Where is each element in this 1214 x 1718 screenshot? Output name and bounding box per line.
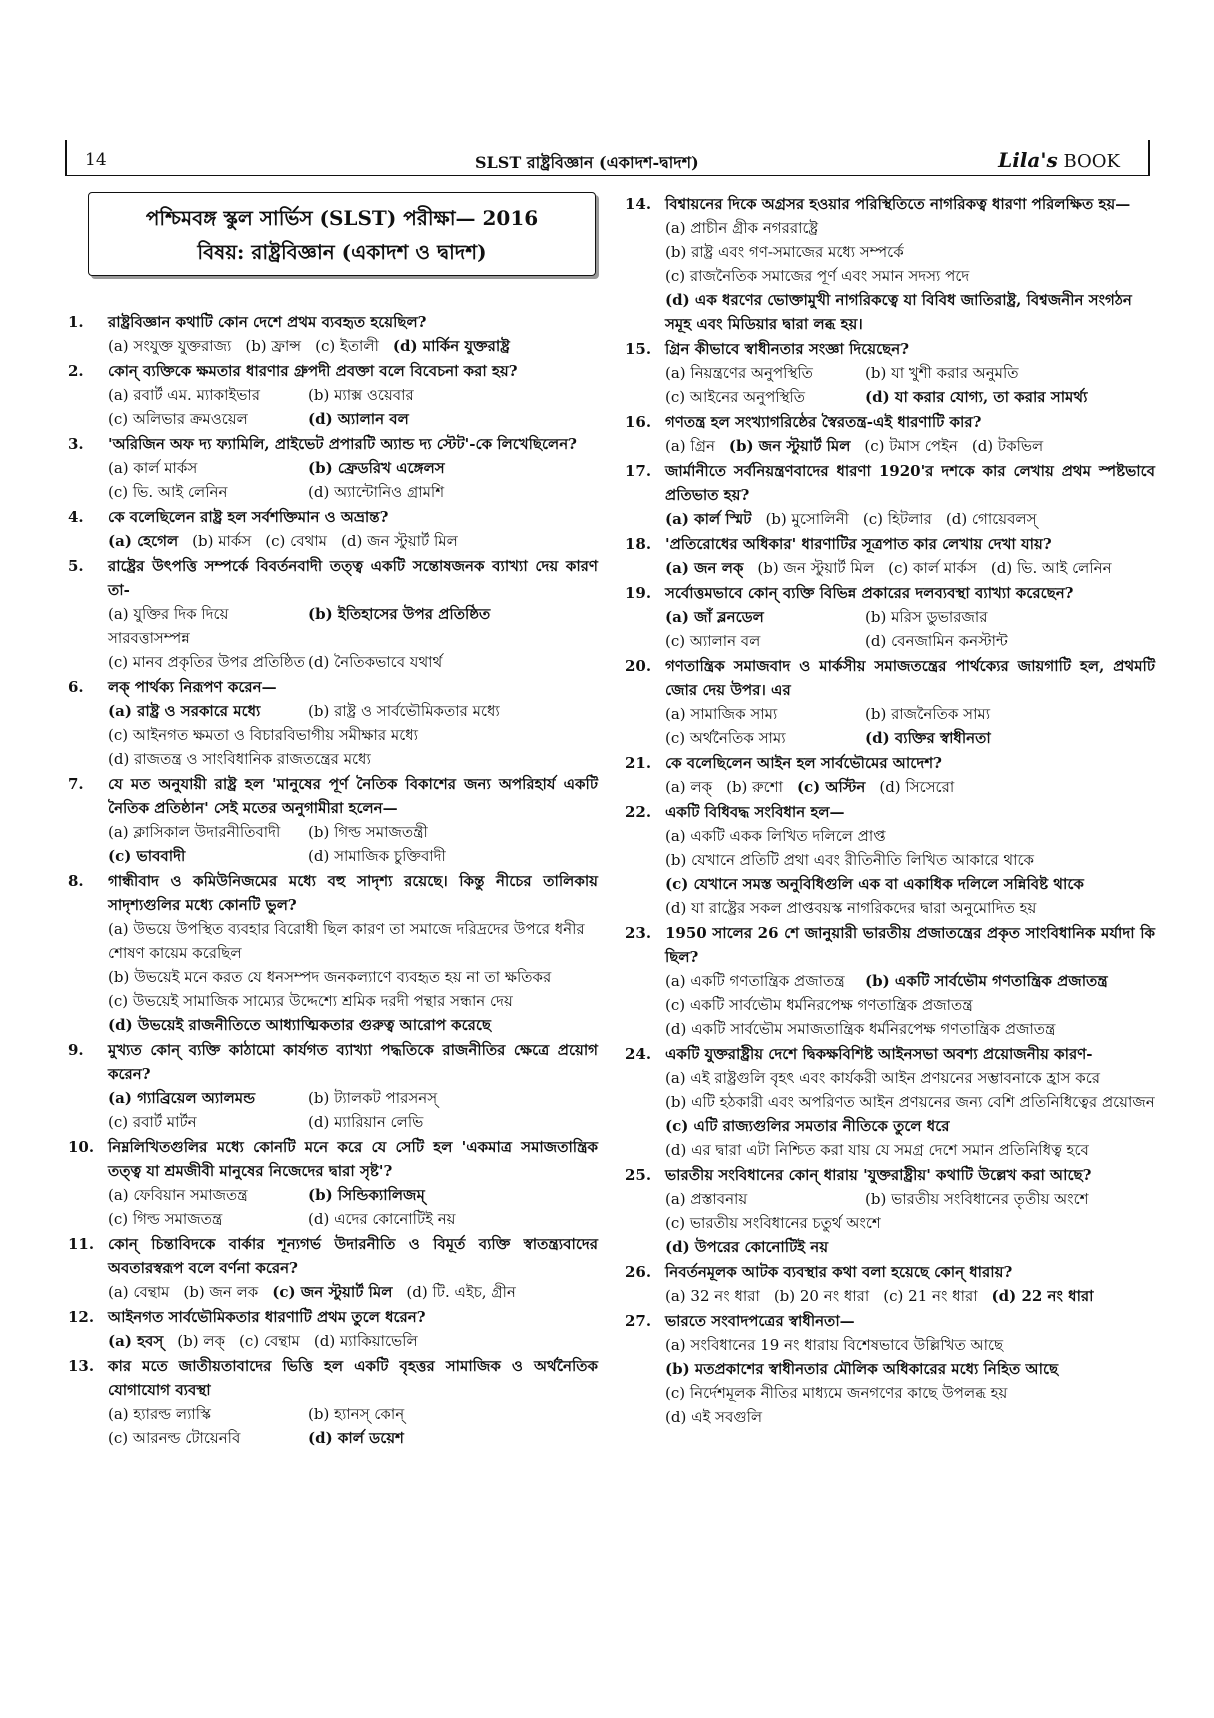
answer-option: (b) মুসোলিনী <box>765 510 849 528</box>
question-number: 25. <box>625 1166 652 1184</box>
option-row <box>665 1235 1155 1259</box>
answer-option: (c) বেথাম <box>265 532 327 550</box>
question-text: কে বলেছিলেন আইন হল সার্বভৌমের আদেশ? <box>665 754 942 772</box>
publisher-logo <box>998 148 1120 172</box>
answer-option: (a) সংযুক্ত যুক্তরাজ্য <box>108 337 232 355</box>
option-row <box>108 602 598 650</box>
option-row <box>108 1183 598 1207</box>
option-row <box>108 917 598 965</box>
question-number: 4. <box>68 508 84 526</box>
correct-answer-option: (d) 22 নং ধারা <box>991 1287 1094 1305</box>
option-row <box>665 507 1155 531</box>
correct-answer-option: (a) জন লক্ <box>665 559 744 577</box>
answer-option: (a) হ্যারল্ড ল্যাস্কি <box>108 1405 211 1423</box>
correct-answer-option: (d) অ্যালান বল <box>308 410 409 428</box>
option-row <box>665 1138 1155 1162</box>
question-item <box>625 1260 1155 1308</box>
answer-option: (b) রাজনৈতিক সাম্য <box>865 705 991 723</box>
question-item <box>68 869 598 1037</box>
correct-answer-option: (b) সিন্ডিক্যালিজম্ <box>308 1186 425 1204</box>
question-item <box>625 921 1155 1041</box>
answer-option: (a) একটি একক লিখিত দলিলে প্রাপ্ত <box>665 827 886 845</box>
question-item <box>68 1135 598 1231</box>
answer-option: (b) রাষ্ট্র এবং গণ-সমাজের মধ্যে সম্পর্কে <box>665 243 904 261</box>
answer-option: (d) যা রাষ্ট্রের সকল প্রাপ্তবয়স্ক নাগরিকদের দ্বারা অনুমোদিত হয় <box>665 899 1037 917</box>
answer-option: (c) অলিভার ক্রমওয়েল <box>108 410 248 428</box>
answer-option: (c) আইনগত ক্ষমতা ও বিচারবিভাগীয় সমীক্ষার মধ্যে <box>108 726 419 744</box>
question-number: 20. <box>625 657 652 675</box>
correct-answer-option: (c) অস্টিন <box>796 778 866 796</box>
answer-option: (c) আইনের অনুপস্থিতি <box>665 388 806 406</box>
question-text: নিবর্তনমূলক আটক ব্যবস্থার কথা বলা হয়েছে কোন্ ধারায়? <box>665 1263 1013 1281</box>
answer-option: (d) টি. এইচ, গ্রীন <box>406 1283 516 1301</box>
question-number: 11. <box>68 1235 95 1253</box>
answer-option: (b) রুশো <box>726 778 783 796</box>
question-number: 23. <box>625 924 652 942</box>
question-text: লক্ পার্থক্য নিরূপণ করেন— <box>108 678 277 696</box>
option-row <box>108 699 598 723</box>
answer-option: (d) সিসেরো <box>879 778 955 796</box>
answer-option: (b) এটি হঠকারী এবং অপরিণত আইন প্রণয়নের জন্য বেশি প্রতিনিধিত্বের প্রয়োজন <box>665 1093 1155 1111</box>
answer-option: (a) এই রাষ্ট্রগুলি বৃহৎ এবং কার্যকরী আইন প্রণয়নের সম্ভাবনাকে হ্রাস করে <box>665 1069 1100 1087</box>
brand-suffix: BOOK <box>1063 151 1120 172</box>
option-row <box>108 1207 598 1231</box>
question-item <box>625 751 1155 799</box>
option-row <box>108 383 598 407</box>
answer-option: (d) জন স্টুয়ার্ট মিল <box>341 532 458 550</box>
correct-answer-option: (c) জন স্টুয়ার্ট মিল <box>272 1283 393 1301</box>
answer-option: (c) ইতালী <box>315 337 379 355</box>
answer-option: (c) হিটলার <box>862 510 932 528</box>
correct-answer-option: (d) এক ধরণের ভোক্তামুখী নাগরিকত্বে যা বিবিধ জাতিরাষ্ট্র, বিশ্বজনীন সংগঠন সমূহ এবং মিডিয়ার দ্বারা লব্ধ হয়। <box>665 291 1132 333</box>
question-number: 5. <box>68 557 84 575</box>
option-row <box>108 407 598 431</box>
question-number: 8. <box>68 872 84 890</box>
correct-answer-option: (a) হবস্ <box>108 1332 164 1350</box>
question-item <box>68 1354 598 1450</box>
correct-answer-option: (a) রাষ্ট্র ও সরকারে মধ্যে <box>108 702 261 720</box>
answer-option: (a) লক্ <box>665 778 713 796</box>
question-text: গণতান্ত্রিক সমাজবাদ ও মার্কসীয় সমাজতন্ত্রের পার্থক্যের জায়গাটি হল, প্রথমটি জোর দেয় উপর। এর <box>665 657 1155 699</box>
option-row <box>665 605 1155 629</box>
question-item <box>625 1163 1155 1259</box>
option-row <box>108 650 598 674</box>
right-column <box>625 192 1155 1430</box>
answer-option: (b) মরিস ডুভারজার <box>865 608 988 626</box>
answer-option: (d) ম্যাকিয়াভেলি <box>313 1332 418 1350</box>
answer-option: (a) বেন্থাম <box>108 1283 170 1301</box>
answer-option: (a) একটি গণতান্ত্রিক প্রজাতন্ত্র <box>665 972 845 990</box>
option-row <box>108 965 598 989</box>
answer-option: (b) জন লক <box>183 1283 259 1301</box>
answer-option: (a) প্রস্তাবনায় <box>665 1190 748 1208</box>
option-row <box>665 1284 1155 1308</box>
question-text: আইনগত সার্বভৌমিকতার ধারণাটি প্রথম তুলে ধরেন? <box>108 1308 426 1326</box>
page-header <box>65 140 1150 176</box>
question-number: 9. <box>68 1041 84 1059</box>
answer-option: (c) গিল্ড সমাজতন্ত্র <box>108 1210 223 1228</box>
question-item <box>625 581 1155 653</box>
question-text: একটি বিধিবদ্ধ সংবিধান হল— <box>665 803 845 821</box>
answer-option: (a) যুক্তির দিক দিয়ে সারবত্তাসম্পন্ন <box>108 605 229 647</box>
answer-option: (b) মার্কস <box>192 532 252 550</box>
answer-option: (c) অ্যালান বল <box>665 632 761 650</box>
question-number: 1. <box>68 313 84 331</box>
correct-answer-option: (a) হেগেল <box>108 532 179 550</box>
answer-option: (a) কার্ল মার্কস <box>108 459 198 477</box>
option-row <box>665 1333 1155 1357</box>
answer-option: (d) টকভিল <box>971 437 1044 455</box>
option-row <box>665 872 1155 896</box>
option-row <box>665 629 1155 653</box>
question-number: 26. <box>625 1263 652 1281</box>
answer-option: (c) নির্দেশমূলক নীতির মাধ্যমে জনগণের কাছে উপলব্ধ হয় <box>665 1384 1008 1402</box>
option-row <box>108 480 598 504</box>
option-row <box>665 848 1155 872</box>
option-row <box>108 820 598 844</box>
question-item <box>625 800 1155 920</box>
answer-option: (a) সামাজিক সাম্য <box>665 705 778 723</box>
question-item <box>68 359 598 431</box>
option-row <box>108 723 598 747</box>
answer-option: (c) রবার্ট মার্টন <box>108 1113 197 1131</box>
question-item <box>625 410 1155 458</box>
question-text: মুখ্যত কোন্ ব্যক্তি কাঠামো কার্যগত ব্যাখ্যা পদ্ধতিকে রাজনীতির ক্ষেত্রে প্রয়োগ করেন? <box>108 1041 598 1083</box>
correct-answer-option: (d) যা করার যোগ্য, তা করার সামর্থ্য <box>865 388 1088 406</box>
answer-option: (d) ম্যারিয়ান লেভি <box>308 1113 424 1131</box>
option-row <box>665 434 1155 458</box>
answer-option: (d) ভি. আই লেনিন <box>990 559 1112 577</box>
option-row <box>665 1357 1155 1381</box>
option-row <box>108 747 598 771</box>
option-row <box>665 969 1155 993</box>
option-row <box>665 1114 1155 1138</box>
question-item <box>625 1309 1155 1429</box>
page-number: 14 <box>85 150 107 170</box>
question-item <box>68 772 598 868</box>
question-text: নিম্নলিখিতগুলির মধ্যে কোনটি মনে করে যে সেটি হল 'একমাত্র সমাজতান্ত্রিক তত্ত্ব যা শ্রমজীবী মানুষের নিজেদের দ্বারা সৃষ্ট'? <box>108 1138 598 1180</box>
answer-option: (b) ম্যাক্স ওয়েবার <box>308 386 414 404</box>
correct-answer-option: (d) ব্যক্তির স্বাধীনতা <box>865 729 991 747</box>
question-text: কার মতে জাতীয়তাবাদের ভিত্তি হল একটি বৃহত্তর সামাজিক ও অর্থনৈতিক যোগাযোগ ব্যবস্থা <box>108 1357 598 1399</box>
answer-option: (d) এই সবগুলি <box>665 1408 763 1426</box>
option-row <box>665 288 1155 336</box>
answer-option: (a) ক্লাসিকাল উদারনীতিবাদী <box>108 823 281 841</box>
question-item <box>68 432 598 504</box>
option-row <box>108 1402 598 1426</box>
correct-answer-option: (a) গ্যাব্রিয়েল অ্যালমন্ড <box>108 1089 256 1107</box>
answer-option: (c) ভি. আই লেনিন <box>108 483 228 501</box>
option-row <box>665 1381 1155 1405</box>
answer-option: (c) আরনল্ড টোয়েনবি <box>108 1429 241 1447</box>
question-number: 2. <box>68 362 84 380</box>
question-text: কে বলেছিলেন রাষ্ট্র হল সর্বশক্তিমান ও অভ্রান্ত? <box>108 508 389 526</box>
question-text: ভারতে সংবাদপত্রের স্বাধীনতা— <box>665 1312 855 1330</box>
answer-option: (d) অ্যান্টোনিও গ্রামশি <box>308 483 445 501</box>
question-text: ভারতীয় সংবিধানের কোন্ ধারায় 'যুক্তরাষ্ট্রীয়' কথাটি উল্লেখ করা আছে? <box>665 1166 1092 1184</box>
question-number: 19. <box>625 584 652 602</box>
brand-name: Lila's <box>998 148 1058 172</box>
question-item <box>625 654 1155 750</box>
answer-option: (a) ফেবিয়ান সমাজতন্ত্র <box>108 1186 248 1204</box>
question-text: গণতন্ত্র হল সংখ্যাগরিষ্ঠের স্বৈরতন্ত্র-এই ধারণাটি কার? <box>665 413 982 431</box>
answer-option: (c) রাজনৈতিক সমাজের পূর্ণ এবং সমান সদস্য পদে <box>665 267 970 285</box>
option-row <box>665 361 1155 385</box>
answer-option: (d) একটি সার্বভৌম সমাজতান্ত্রিক ধর্মনিরপেক্ষ গণতান্ত্রিক প্রজাতন্ত্র <box>665 1020 1056 1038</box>
question-item <box>68 1305 598 1353</box>
answer-option: (a) গ্রিন <box>665 437 715 455</box>
correct-answer-option: (b) একটি সার্বভৌম গণতান্ত্রিক প্রজাতন্ত্র <box>865 972 1108 990</box>
answer-option: (b) 20 নং ধারা <box>773 1287 870 1305</box>
correct-answer-option: (b) জন স্টুয়ার্ট মিল <box>728 437 851 455</box>
answer-option: (b) যা খুশী করার অনুমতি <box>865 364 1019 382</box>
answer-option: (c) টমাস পেইন <box>864 437 958 455</box>
answer-option: (a) সংবিধানের 19 নং ধারায় বিশেষভাবে উল্লিখিত আছে <box>665 1336 1004 1354</box>
answer-option: (d) এদের কোনোটিই নয় <box>308 1210 456 1228</box>
answer-option: (b) গিল্ড সমাজতন্ত্রী <box>308 823 428 841</box>
answer-option: (b) রাষ্ট্র ও সার্বভৌমিকতার মধ্যে <box>308 702 500 720</box>
question-item <box>625 1042 1155 1162</box>
running-title: SLST রাষ্ট্রবিজ্ঞান (একাদশ-দ্বাদশ) <box>475 153 699 172</box>
answer-option: (d) সামাজিক চুক্তিবাদী <box>308 847 446 865</box>
exam-title: পশ্চিমবঙ্গ স্কুল সার্ভিস (SLST) পরীক্ষা— 2016 <box>145 206 539 230</box>
answer-option: (d) বেনজামিন কনস্টান্ট <box>865 632 1008 650</box>
option-row <box>108 844 598 868</box>
question-text: 1950 সালের 26 শে জানুয়ারী ভারতীয় প্রজাতন্ত্রের প্রকৃত সাংবিধানিক মর্যাদা কি ছিল? <box>665 924 1155 966</box>
question-text: গ্রিন কীভাবে স্বাধীনতার সংজ্ঞা দিয়েছেন? <box>665 340 910 358</box>
answer-option: (d) গোয়েবলস্ <box>945 510 1037 528</box>
answer-option: (a) 32 নং ধারা <box>665 1287 760 1305</box>
answer-option: (b) উভয়েই মনে করত যে ধনসম্পদ জনকল্যাণে ব্যবহৃত হয় না তা ক্ষতিকর <box>108 968 552 986</box>
correct-answer-option: (b) মতপ্রকাশের স্বাধীনতার মৌলিক অধিকারের মধ্যে নিহিত আছে <box>665 1360 1059 1378</box>
correct-answer-option: (b) ইতিহাসের উপর প্রতিষ্ঠিত <box>308 605 491 623</box>
question-text: রাষ্ট্রের উৎপত্তি সম্পর্কে বিবর্তনবাদী তত্ত্ব একটি সন্তোষজনক ব্যাখ্যা দেয় কারণ তা- <box>108 557 598 599</box>
question-item <box>68 505 598 553</box>
question-text: বিশ্বায়নের দিকে অগ্রসর হওয়ার পরিস্থিতিতে নাগরিকত্ব ধারণা পরিলক্ষিত হয়— <box>665 195 1131 213</box>
question-number: 16. <box>625 413 652 431</box>
option-row <box>665 993 1155 1017</box>
answer-option: (c) একটি সার্বভৌম ধর্মনিরপেক্ষ গণতান্ত্রিক প্রজাতন্ত্র <box>665 996 973 1014</box>
option-row <box>108 1426 598 1450</box>
header-left-rule <box>65 140 67 176</box>
answer-option: (b) লক্ <box>177 1332 226 1350</box>
answer-option: (c) ভারতীয় সংবিধানের চতুর্থ অংশে <box>665 1214 881 1232</box>
answer-option: (c) কার্ল মার্কস <box>888 559 977 577</box>
option-row <box>665 1090 1155 1114</box>
question-text: কোন্ ব্যক্তিকে ক্ষমতার ধারণার গ্রুপদী প্রবক্তা বলে বিবেচনা করা হয়? <box>108 362 518 380</box>
question-item <box>68 554 598 674</box>
option-row <box>665 1017 1155 1041</box>
question-text: কোন্ চিন্তাবিদকে বার্কার শূন্যগর্ভ উদারনীতি ও বিমূর্ত ব্যক্তি স্বাতন্ত্র্যবাদের অবতারস্বরূপ বলে বর্ণনা করেন? <box>108 1235 598 1277</box>
question-number: 3. <box>68 435 84 453</box>
answer-option: (b) ভারতীয় সংবিধানের তৃতীয় অংশে <box>865 1190 1089 1208</box>
correct-answer-option: (d) উভয়েই রাজনীতিতে আধ্যাত্মিকতার গুরুত্ব আরোপ করেছে <box>108 1016 492 1034</box>
question-item <box>625 532 1155 580</box>
answer-option: (c) অর্থনৈতিক সাম্য <box>665 729 786 747</box>
correct-answer-option: (d) মার্কিন যুক্তরাষ্ট্র <box>392 337 510 355</box>
question-item <box>68 1232 598 1304</box>
answer-option: (c) 21 নং ধারা <box>883 1287 978 1305</box>
option-row <box>108 989 598 1013</box>
question-item <box>625 337 1155 409</box>
answer-option: (c) মানব প্রকৃতির উপর প্রতিষ্ঠিত <box>108 653 305 671</box>
question-number: 10. <box>68 1138 95 1156</box>
answer-option: (d) এর দ্বারা এটা নিশ্চিত করা যায় যে সমগ্র দেশে সমান প্রতিনিধিত্ব হবে <box>665 1141 1089 1159</box>
question-number: 13. <box>68 1357 95 1375</box>
answer-option: (b) ফ্রান্স <box>245 337 302 355</box>
answer-option: (a) উভয়ে উপস্থিত ব্যবহার বিরোধী ছিল কারণ তা সমাজে দরিদ্রদের উপরে ধনীর শোষণ কায়েম করেছিল <box>108 920 585 962</box>
question-number: 18. <box>625 535 652 553</box>
option-row <box>665 240 1155 264</box>
option-row <box>665 1211 1155 1235</box>
option-row <box>665 702 1155 726</box>
question-text: সর্বোত্তমভাবে কোন্ ব্যক্তি বিভিন্ন প্রকারের দলব্যবস্থা ব্যাখ্যা করেছেন? <box>665 584 1074 602</box>
option-row <box>665 775 1155 799</box>
option-row <box>108 334 598 358</box>
option-row <box>108 456 598 480</box>
answer-option: (a) নিয়ন্ত্রণের অনুপস্থিতি <box>665 364 813 382</box>
correct-answer-option: (a) জাঁ ব্লনডেল <box>665 608 764 626</box>
answer-option: (b) ট্যালকট পারসনস্ <box>308 1089 438 1107</box>
question-item <box>625 192 1155 336</box>
correct-answer-option: (d) উপরের কোনোটিই নয় <box>665 1238 829 1256</box>
option-row <box>108 529 598 553</box>
question-text: একটি যুক্তরাষ্ট্রীয় দেশে দ্বিকক্ষবিশিষ্ট আইনসভা অবশ্য প্রয়োজনীয় কারণ- <box>665 1045 1093 1063</box>
correct-answer-option: (c) যেখানে সমস্ত অনুবিধিগুলি এক বা একাধিক দলিলে সন্নিবিষ্ট থাকে <box>665 875 1084 893</box>
answer-option: (b) যেখানে প্রতিটি প্রথা এবং রীতিনীতি লিখিত আকারে থাকে <box>665 851 1034 869</box>
option-row <box>108 1329 598 1353</box>
question-number: 14. <box>625 195 652 213</box>
answer-option: (d) রাজতন্ত্র ও সাংবিধানিক রাজতন্ত্রের মধ্যে <box>108 750 371 768</box>
option-row <box>665 264 1155 288</box>
answer-option: (d) নৈতিকভাবে যথার্থ <box>308 653 443 671</box>
question-item <box>625 459 1155 531</box>
option-row <box>665 216 1155 240</box>
correct-answer-option: (c) এটি রাজ্যগুলির সমতার নীতিকে তুলে ধরে <box>665 1117 950 1135</box>
question-text: গান্ধীবাদ ও কমিউনিজমের মধ্যে বহু সাদৃশ্য রয়েছে। কিন্তু নীচের তালিকায় সাদৃশ্যগুলির মধ্যে কোনটি ভুল? <box>108 872 598 914</box>
question-number: 27. <box>625 1312 652 1330</box>
option-row <box>665 1187 1155 1211</box>
header-divider <box>65 175 1150 176</box>
answer-option: (c) উভয়েই সামাজিক সাম্যের উদ্দেশ্যে শ্রমিক দরদী পন্থার সন্ধান দেয় <box>108 992 513 1010</box>
option-row <box>665 824 1155 848</box>
exam-title-box <box>88 192 596 276</box>
answer-option: (b) জন স্টুয়ার্ট মিল <box>757 559 875 577</box>
option-row <box>665 385 1155 409</box>
correct-answer-option: (d) কার্ল ডয়েশ <box>308 1429 404 1447</box>
left-column <box>68 310 598 1451</box>
question-number: 22. <box>625 803 652 821</box>
question-text: 'প্রতিরোধের অধিকার' ধারণাটির সূত্রপাত কার লেখায় দেখা যায়? <box>665 535 1052 553</box>
question-number: 7. <box>68 775 84 793</box>
question-number: 12. <box>68 1308 95 1326</box>
question-number: 17. <box>625 462 652 480</box>
header-right-rule <box>1148 140 1150 176</box>
question-text: 'অরিজিন অফ দ্য ফ্যামিলি, প্রাইভেট প্রপারটি অ্যান্ড দ্য স্টেট'-কে লিখেছিলেন? <box>108 435 577 453</box>
question-number: 15. <box>625 340 652 358</box>
exam-subject: বিষয়: রাষ্ট্রবিজ্ঞান (একাদশ ও দ্বাদশ) <box>197 240 487 264</box>
option-row <box>108 1086 598 1110</box>
option-row <box>108 1110 598 1134</box>
correct-answer-option: (c) ভাববাদী <box>108 847 186 865</box>
question-text: রাষ্ট্রবিজ্ঞান কথাটি কোন দেশে প্রথম ব্যবহৃত হয়েছিল? <box>108 313 427 331</box>
answer-option: (b) হ্যানস্ কোন্ <box>308 1405 405 1423</box>
question-number: 21. <box>625 754 652 772</box>
option-row <box>665 726 1155 750</box>
answer-option: (a) রবার্ট এম. ম্যাকাইভার <box>108 386 261 404</box>
option-row <box>665 556 1155 580</box>
option-row <box>108 1280 598 1304</box>
question-item <box>68 310 598 358</box>
question-item <box>68 675 598 771</box>
question-text: জার্মানীতে সর্বনিয়ন্ত্রণবাদের ধারণা 1920'র দশকে কার লেখায় প্রথম স্পষ্টভাবে প্রতিভাত হয়? <box>665 462 1155 504</box>
option-row <box>108 1013 598 1037</box>
question-text: যে মত অনুযায়ী রাষ্ট্র হল 'মানুষের পূর্ণ নৈতিক বিকাশের জন্য অপরিহার্য একটি নৈতিক প্রতিষ্ঠান' সেই মতের অনুগামীরা হলেন— <box>108 775 598 817</box>
option-row <box>665 896 1155 920</box>
option-row <box>665 1066 1155 1090</box>
option-row <box>665 1405 1155 1429</box>
question-number: 6. <box>68 678 84 696</box>
answer-option: (a) প্রাচীন গ্রীক নগররাষ্ট্রে <box>665 219 819 237</box>
correct-answer-option: (a) কার্ল স্মিট <box>665 510 752 528</box>
answer-option: (c) বেন্থাম <box>239 1332 300 1350</box>
correct-answer-option: (b) ফ্রেডরিখ এঙ্গেলস <box>308 459 445 477</box>
question-number: 24. <box>625 1045 652 1063</box>
question-item <box>68 1038 598 1134</box>
